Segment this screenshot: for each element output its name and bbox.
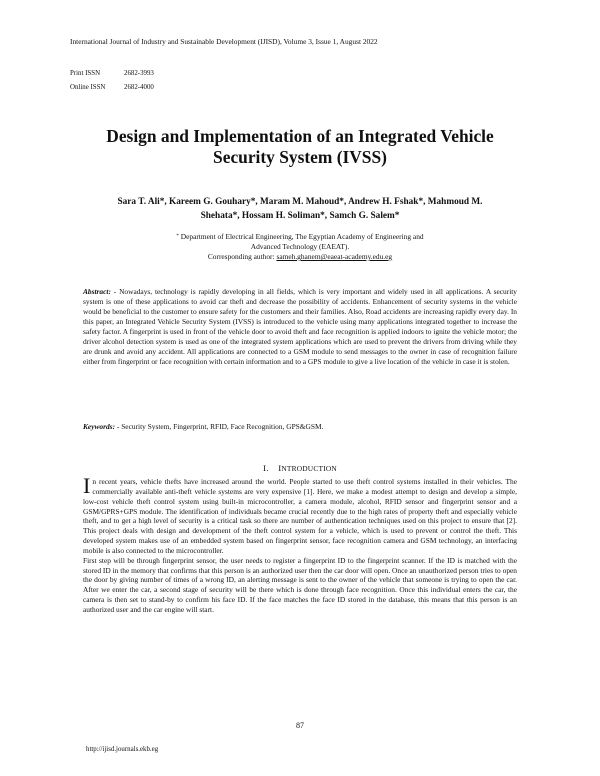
keywords-text: - Security System, Fingerprint, RFID, Face Recognition, GPS&GSM. [115,422,324,431]
authors-line-2: Shehata*, Hossam H. Soliman*, Samch G. Salem* [200,210,400,221]
page-number: 87 [296,721,304,730]
affiliation-line-1: Department of Electrical Engineering, The Egyptian Academy of Engineering and [180,232,424,241]
abstract [83,287,517,367]
footer-url-link[interactable]: http://ijisd.journals.ekb.eg [86,746,159,753]
dropcap: I [83,473,91,498]
corresponding-author-label: Corresponding author: [207,252,275,261]
running-header: International Journal of Industry and Sustainable Development (IJISD), Volume 3, Issue 1, August 2022 [70,37,378,46]
title-line-1: Design and Implementation of an Integrated Vehicle [106,126,494,146]
print-issn-label: Print ISSN [70,70,101,77]
online-issn-label: Online ISSN [70,84,106,91]
print-issn-value: 2682-3993 [124,70,154,77]
abstract-text: - Nowadays, technology is rapidly developing in all fields, which is very important and widely used in all applications. A security system is one of these applications to avoid car theft and decrease the possibility of accidents. Enhancement of security systems in the vehicle would be beneficial to the customer to ensure safety for the customers and their families. Also, Road accidents are increasing rapidly every day. In this paper, an Integrated Vehicle Security System (IVSS) is introduced to the vehicle using many applications integrated together to increase the safety factor. A fingerprint is used in front of the vehicle door to avoid theft and face recognition is applied indoors to ignite the vehicle motor; the driver alcohol detection system is used as one of the integrated system applications which are used to prevent the drivers from driving while they are drunk and avoid any accident. All applications are connected to a GSM module to send messages to the owner in case of recognition failure either from fingerprint or face recognition with certain information and to a GPS module to give a live location of the vehicle in case it is stolen. [83,287,517,367]
section-title-first: I [278,463,282,473]
section-heading-introduction [0,463,600,473]
print-issn [70,70,154,77]
keywords [83,422,517,431]
authors-line-1: Sara T. Ali*, Kareem G. Gouhary*, Maram M. Mahoud*, Andrew H. Fshak*, Mahmoud M. [117,197,483,207]
online-issn-value: 2682-4000 [124,84,154,91]
author-list [60,196,540,223]
affiliation-marker: * [176,234,179,239]
introduction-body [83,473,517,615]
abstract-label: Abstract: [83,287,111,296]
keywords-label: Keywords: [83,422,116,431]
affiliation [80,232,520,262]
intro-paragraph-1 [83,473,517,556]
intro-paragraph-1-text: n recent years, vehicle thefts have increased around the world. People started to use theft control systems installed in their vehicles. The commercially available anti-theft vehicle systems are very expensive [1]. Here, we make a modest attempt to design and develop a simple, low-cost vehicle theft control system using built-in microcontroller, a camera module, alcohol, RFID sensor and fingerprint sensor and a GSM/GPRS+GPS module. The identification of individuals became crucial recently due to the high rates of property theft and especially vehicle theft, and to get a high level of security is a critical task so there are number of authentication techniques used on this project to ensure that [2]. This project deals with design and development of the theft control system for a vehicle, which is used to prevent or control the theft. This developed system makes use of an embedded system based on fingerprint sensor, face recognition camera and GSM technology, an interfacing mobile is also connected to the microcontroller. [83,477,517,555]
section-number: I. [263,463,269,473]
section-title-rest: NTRODUCTION [281,464,337,473]
intro-paragraph-2: First step will be through fingerprint sensor, the user needs to register a fingerprint ID to the fingerprint scanner. If the ID is matched with the stored ID in the memory that confirms that this person is an authorized user then the car door will open. Once an unauthorized person tries to open the door by giving number of times of a wrong ID, an alerting message is sent to the owner of the vehicle that someone is trying to open the car. After we enter the car, a second stage of security will be there which is done through face recognition. Once this individual enters the car, the camera is then set to stand-by to confirm his face ID. If the face matches the face ID stored in the database, this means that this person is an authorized user and the car engine will start. [83,555,517,614]
corresponding-email-link[interactable]: sameh.ghanem@eaeat-academy.edu.eg [276,252,393,261]
affiliation-line-2: Advanced Technology (EAEAT). [250,242,350,251]
paper-title [40,126,560,168]
title-line-2: Security System (IVSS) [213,147,387,167]
online-issn [70,84,154,91]
